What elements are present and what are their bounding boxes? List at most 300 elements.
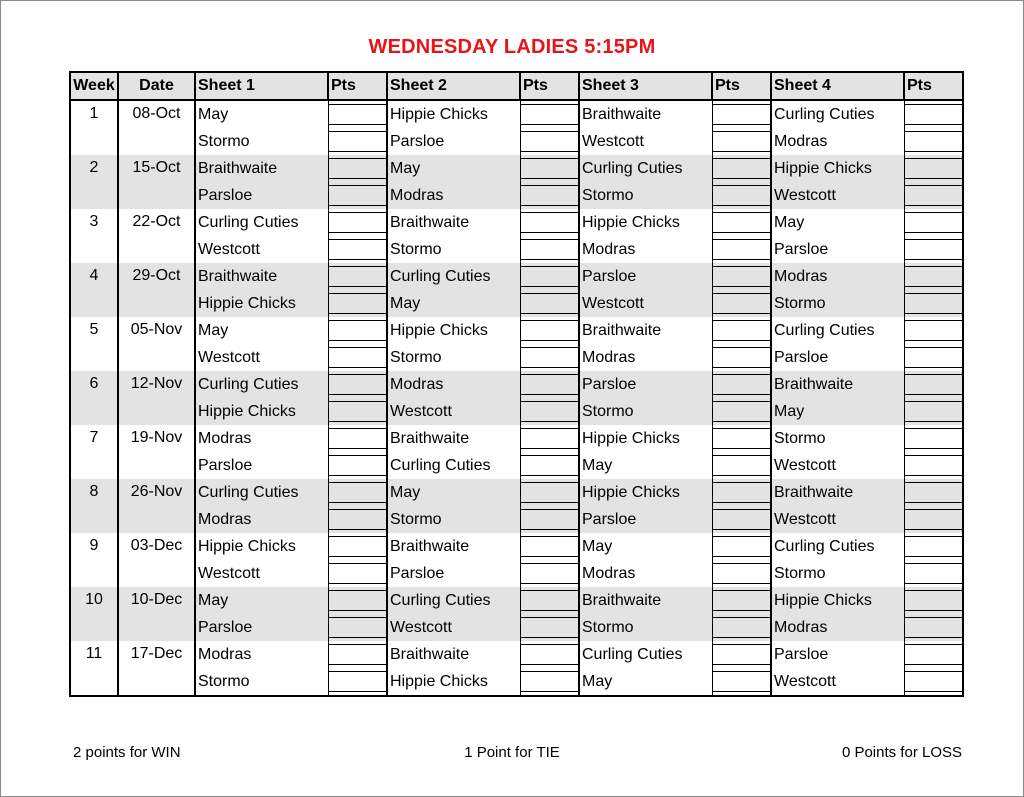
week-date: 26-Nov — [118, 479, 195, 533]
points-cell — [712, 209, 771, 236]
points-box[interactable] — [905, 131, 963, 152]
team-name: Modras — [579, 236, 712, 263]
points-cell — [712, 425, 771, 452]
week-number: 7 — [70, 425, 118, 479]
team-name: Hippie Chicks — [579, 209, 712, 236]
table-row — [70, 155, 963, 182]
team-name: Parsloe — [579, 263, 712, 290]
points-box[interactable] — [329, 455, 387, 476]
team-name: Braithwaite — [579, 317, 712, 344]
points-box[interactable] — [713, 212, 771, 233]
points-cell — [520, 290, 579, 317]
points-box[interactable] — [905, 104, 963, 125]
points-cell — [328, 182, 387, 209]
points-box[interactable] — [521, 212, 579, 233]
points-cell — [712, 317, 771, 344]
table-row — [70, 641, 963, 668]
week-date: 22-Oct — [118, 209, 195, 263]
team-name: Stormo — [579, 398, 712, 425]
points-cell — [712, 452, 771, 479]
points-box[interactable] — [713, 644, 771, 665]
points-cell — [520, 398, 579, 425]
points-cell — [904, 587, 963, 614]
team-name: Modras — [195, 506, 328, 533]
points-box[interactable] — [329, 320, 387, 341]
points-box[interactable] — [713, 401, 771, 422]
points-cell — [904, 290, 963, 317]
points-box[interactable] — [713, 293, 771, 314]
points-box[interactable] — [905, 590, 963, 611]
team-name: Westcott — [195, 344, 328, 371]
points-cell — [520, 371, 579, 398]
team-name: Hippie Chicks — [771, 155, 904, 182]
points-cell — [328, 128, 387, 155]
week-number: 3 — [70, 209, 118, 263]
points-cell — [520, 479, 579, 506]
week-number: 11 — [70, 641, 118, 696]
points-cell — [328, 587, 387, 614]
points-box[interactable] — [905, 428, 963, 449]
points-cell — [520, 587, 579, 614]
table-row — [70, 398, 963, 425]
points-cell — [328, 290, 387, 317]
header-row — [70, 72, 963, 100]
week-number: 9 — [70, 533, 118, 587]
points-cell — [328, 668, 387, 696]
week-date: 03-Dec — [118, 533, 195, 587]
team-name: Curling Cuties — [387, 587, 520, 614]
week-date: 15-Oct — [118, 155, 195, 209]
team-name: Hippie Chicks — [579, 425, 712, 452]
points-box[interactable] — [521, 644, 579, 665]
team-name: Hippie Chicks — [195, 398, 328, 425]
points-cell — [520, 668, 579, 696]
team-name: Braithwaite — [387, 209, 520, 236]
team-name: Westcott — [579, 290, 712, 317]
team-name: Stormo — [387, 506, 520, 533]
points-cell — [712, 506, 771, 533]
points-box[interactable] — [905, 185, 963, 206]
points-cell — [328, 533, 387, 560]
week-number: 8 — [70, 479, 118, 533]
table-row — [70, 560, 963, 587]
points-cell — [904, 371, 963, 398]
loss-points-note: 0 Points for LOSS — [841, 744, 962, 761]
points-cell — [520, 209, 579, 236]
table-row — [70, 425, 963, 452]
points-cell — [520, 614, 579, 641]
table-row — [70, 290, 963, 317]
points-box[interactable] — [713, 131, 771, 152]
team-name: Curling Cuties — [579, 155, 712, 182]
points-cell — [520, 236, 579, 263]
win-points-note: 2 points for WIN — [73, 744, 181, 761]
points-cell — [520, 100, 579, 128]
points-box[interactable] — [713, 266, 771, 287]
team-name: Braithwaite — [387, 425, 520, 452]
points-cell — [904, 100, 963, 128]
table-row — [70, 128, 963, 155]
points-box[interactable] — [905, 212, 963, 233]
team-name: Modras — [387, 371, 520, 398]
points-box[interactable] — [905, 347, 963, 368]
week-number: 4 — [70, 263, 118, 317]
team-name: Curling Cuties — [195, 371, 328, 398]
table-row — [70, 479, 963, 506]
points-cell — [712, 587, 771, 614]
points-cell — [520, 425, 579, 452]
team-name: Parsloe — [387, 128, 520, 155]
table-row — [70, 371, 963, 398]
points-cell — [328, 614, 387, 641]
points-box[interactable] — [329, 374, 387, 395]
points-cell — [520, 344, 579, 371]
points-box[interactable] — [329, 212, 387, 233]
points-cell — [712, 236, 771, 263]
table-row — [70, 506, 963, 533]
points-cell — [520, 155, 579, 182]
points-box[interactable] — [713, 590, 771, 611]
points-box[interactable] — [713, 428, 771, 449]
points-cell — [520, 641, 579, 668]
points-box[interactable] — [329, 563, 387, 584]
points-cell — [328, 344, 387, 371]
points-box[interactable] — [713, 374, 771, 395]
points-cell — [520, 506, 579, 533]
points-box[interactable] — [713, 104, 771, 125]
points-box[interactable] — [521, 320, 579, 341]
team-name: Stormo — [195, 668, 328, 696]
points-box[interactable] — [329, 536, 387, 557]
table-row — [70, 236, 963, 263]
points-box[interactable] — [713, 536, 771, 557]
team-name: Braithwaite — [771, 371, 904, 398]
points-box[interactable] — [521, 266, 579, 287]
team-name: Braithwaite — [387, 641, 520, 668]
team-name: May — [387, 479, 520, 506]
points-cell — [904, 398, 963, 425]
points-box[interactable] — [905, 239, 963, 260]
points-box[interactable] — [905, 563, 963, 584]
points-box[interactable] — [713, 455, 771, 476]
points-box[interactable] — [905, 266, 963, 287]
points-box[interactable] — [329, 266, 387, 287]
week-number: 6 — [70, 371, 118, 425]
points-cell — [904, 452, 963, 479]
team-name: Modras — [771, 614, 904, 641]
points-cell — [328, 452, 387, 479]
header-sheet-1: Sheet 1 — [195, 72, 328, 100]
team-name: Westcott — [771, 452, 904, 479]
points-cell — [328, 371, 387, 398]
team-name: Curling Cuties — [771, 533, 904, 560]
points-box[interactable] — [329, 131, 387, 152]
points-cell — [328, 317, 387, 344]
points-box[interactable] — [713, 347, 771, 368]
points-box[interactable] — [521, 617, 579, 638]
points-cell — [904, 668, 963, 696]
schedule-table — [69, 71, 964, 697]
points-cell — [712, 182, 771, 209]
points-box[interactable] — [329, 104, 387, 125]
table-row — [70, 100, 963, 128]
team-name: Stormo — [387, 344, 520, 371]
team-name: May — [387, 155, 520, 182]
points-cell — [904, 533, 963, 560]
points-cell — [712, 533, 771, 560]
week-date: 17-Dec — [118, 641, 195, 696]
team-name: Westcott — [195, 236, 328, 263]
points-box[interactable] — [713, 563, 771, 584]
points-box[interactable] — [521, 482, 579, 503]
table-row — [70, 344, 963, 371]
points-cell — [328, 398, 387, 425]
week-number: 2 — [70, 155, 118, 209]
points-box[interactable] — [905, 320, 963, 341]
team-name: Curling Cuties — [771, 100, 904, 128]
team-name: Stormo — [579, 182, 712, 209]
points-cell — [712, 290, 771, 317]
team-name: Braithwaite — [579, 100, 712, 128]
team-name: Curling Cuties — [195, 209, 328, 236]
table-row — [70, 587, 963, 614]
points-box[interactable] — [521, 590, 579, 611]
points-box[interactable] — [521, 239, 579, 260]
points-cell — [904, 641, 963, 668]
points-cell — [520, 560, 579, 587]
points-box[interactable] — [905, 293, 963, 314]
team-name: Parsloe — [771, 344, 904, 371]
team-name: Westcott — [771, 668, 904, 696]
points-cell — [328, 641, 387, 668]
points-box[interactable] — [521, 536, 579, 557]
points-cell — [520, 533, 579, 560]
team-name: May — [771, 209, 904, 236]
points-cell — [712, 155, 771, 182]
points-box[interactable] — [713, 671, 771, 692]
points-box[interactable] — [521, 428, 579, 449]
team-name: Hippie Chicks — [195, 533, 328, 560]
points-box[interactable] — [713, 185, 771, 206]
week-number: 10 — [70, 587, 118, 641]
points-cell — [520, 452, 579, 479]
points-cell — [328, 155, 387, 182]
points-box[interactable] — [521, 131, 579, 152]
points-cell — [712, 668, 771, 696]
team-name: May — [579, 668, 712, 696]
team-name: Parsloe — [195, 614, 328, 641]
team-name: May — [195, 317, 328, 344]
team-name: May — [387, 290, 520, 317]
points-box[interactable] — [329, 590, 387, 611]
team-name: May — [195, 587, 328, 614]
points-cell — [904, 425, 963, 452]
team-name: Stormo — [579, 614, 712, 641]
team-name: Parsloe — [195, 452, 328, 479]
points-cell — [328, 263, 387, 290]
team-name: Parsloe — [195, 182, 328, 209]
points-cell — [520, 263, 579, 290]
points-box[interactable] — [521, 158, 579, 179]
team-name: Parsloe — [771, 236, 904, 263]
team-name: Braithwaite — [195, 263, 328, 290]
header-pts-1: Pts — [328, 72, 387, 100]
team-name: Hippie Chicks — [195, 290, 328, 317]
points-cell — [328, 209, 387, 236]
points-box[interactable] — [521, 671, 579, 692]
points-box[interactable] — [329, 644, 387, 665]
team-name: Parsloe — [387, 560, 520, 587]
points-box[interactable] — [521, 563, 579, 584]
points-box[interactable] — [329, 239, 387, 260]
points-cell — [328, 506, 387, 533]
points-box[interactable] — [713, 158, 771, 179]
points-cell — [904, 506, 963, 533]
points-box[interactable] — [713, 482, 771, 503]
header-pts-2: Pts — [520, 72, 579, 100]
points-box[interactable] — [521, 401, 579, 422]
points-box[interactable] — [329, 158, 387, 179]
points-cell — [712, 614, 771, 641]
points-cell — [712, 479, 771, 506]
points-box[interactable] — [329, 401, 387, 422]
team-name: Westcott — [771, 182, 904, 209]
header-pts-4: Pts — [904, 72, 963, 100]
points-box[interactable] — [329, 428, 387, 449]
team-name: Westcott — [387, 614, 520, 641]
table-row — [70, 452, 963, 479]
team-name: Westcott — [195, 560, 328, 587]
team-name: May — [771, 398, 904, 425]
header-week: Week — [70, 72, 118, 100]
table-row — [70, 182, 963, 209]
points-box[interactable] — [521, 347, 579, 368]
table-row — [70, 614, 963, 641]
points-box[interactable] — [905, 401, 963, 422]
points-cell — [328, 560, 387, 587]
points-cell — [520, 128, 579, 155]
points-box[interactable] — [521, 293, 579, 314]
points-cell — [712, 560, 771, 587]
header-date: Date — [118, 72, 195, 100]
team-name: May — [579, 533, 712, 560]
points-box[interactable] — [329, 509, 387, 530]
team-name: May — [195, 100, 328, 128]
points-box[interactable] — [713, 239, 771, 260]
team-name: Braithwaite — [771, 479, 904, 506]
week-date: 08-Oct — [118, 100, 195, 155]
header-sheet-2: Sheet 2 — [387, 72, 520, 100]
week-date: 10-Dec — [118, 587, 195, 641]
points-cell — [904, 236, 963, 263]
points-cell — [712, 398, 771, 425]
tie-points-note: 1 Point for TIE — [464, 744, 560, 761]
points-cell — [712, 641, 771, 668]
team-name: Braithwaite — [387, 533, 520, 560]
points-cell — [712, 263, 771, 290]
points-cell — [328, 479, 387, 506]
team-name: Modras — [579, 344, 712, 371]
points-cell — [328, 236, 387, 263]
team-name: Modras — [579, 560, 712, 587]
points-box[interactable] — [905, 158, 963, 179]
week-number: 5 — [70, 317, 118, 371]
points-cell — [712, 371, 771, 398]
week-date: 05-Nov — [118, 317, 195, 371]
points-box[interactable] — [329, 347, 387, 368]
points-cell — [712, 344, 771, 371]
points-box[interactable] — [905, 536, 963, 557]
points-box[interactable] — [329, 671, 387, 692]
points-box[interactable] — [329, 617, 387, 638]
team-name: Braithwaite — [579, 587, 712, 614]
points-box[interactable] — [905, 374, 963, 395]
points-box[interactable] — [329, 293, 387, 314]
points-cell — [904, 155, 963, 182]
team-name: Modras — [771, 263, 904, 290]
points-box[interactable] — [521, 104, 579, 125]
table-row — [70, 317, 963, 344]
team-name: Westcott — [387, 398, 520, 425]
points-cell — [904, 128, 963, 155]
week-date: 19-Nov — [118, 425, 195, 479]
points-box[interactable] — [521, 455, 579, 476]
team-name: Modras — [771, 128, 904, 155]
points-cell — [328, 100, 387, 128]
team-name: Curling Cuties — [387, 452, 520, 479]
team-name: Curling Cuties — [387, 263, 520, 290]
header-sheet-3: Sheet 3 — [579, 72, 712, 100]
points-cell — [904, 317, 963, 344]
week-date: 29-Oct — [118, 263, 195, 317]
points-cell — [520, 182, 579, 209]
points-box[interactable] — [905, 509, 963, 530]
team-name: Parsloe — [771, 641, 904, 668]
points-box[interactable] — [905, 671, 963, 692]
points-cell — [904, 560, 963, 587]
team-name: Hippie Chicks — [387, 317, 520, 344]
points-cell — [712, 128, 771, 155]
points-box[interactable] — [905, 482, 963, 503]
header-sheet-4: Sheet 4 — [771, 72, 904, 100]
table-row — [70, 209, 963, 236]
points-box[interactable] — [521, 374, 579, 395]
team-name: Modras — [387, 182, 520, 209]
points-box[interactable] — [521, 185, 579, 206]
points-box[interactable] — [905, 617, 963, 638]
team-name: Stormo — [771, 560, 904, 587]
points-box[interactable] — [521, 509, 579, 530]
team-name: Stormo — [771, 425, 904, 452]
points-box[interactable] — [713, 617, 771, 638]
points-box[interactable] — [329, 482, 387, 503]
team-name: Braithwaite — [195, 155, 328, 182]
points-box[interactable] — [905, 455, 963, 476]
points-box[interactable] — [905, 644, 963, 665]
points-box[interactable] — [713, 509, 771, 530]
team-name: Hippie Chicks — [387, 100, 520, 128]
team-name: Hippie Chicks — [387, 668, 520, 696]
team-name: Curling Cuties — [195, 479, 328, 506]
schedule-title: WEDNESDAY LADIES 5:15PM — [368, 36, 656, 58]
points-cell — [712, 100, 771, 128]
team-name: Stormo — [387, 236, 520, 263]
team-name: Modras — [195, 641, 328, 668]
team-name: Hippie Chicks — [771, 587, 904, 614]
points-box[interactable] — [713, 320, 771, 341]
points-cell — [904, 263, 963, 290]
points-box[interactable] — [329, 185, 387, 206]
